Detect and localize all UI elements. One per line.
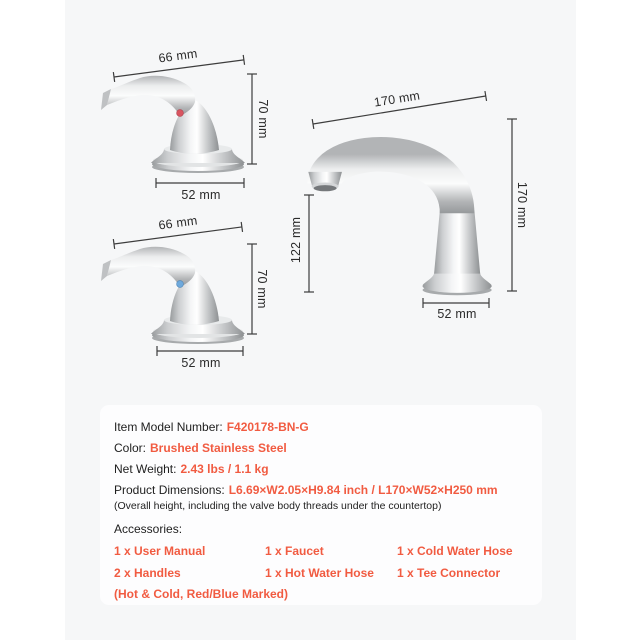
accessories-column-3 <box>397 541 513 584</box>
spout-height-label: 170 mm <box>515 181 529 229</box>
accessories-note: (Hot & Cold, Red/Blue Marked) <box>114 587 289 601</box>
cold-handle-graphic <box>101 247 245 344</box>
model-number-label: Item Model Number: <box>114 420 223 434</box>
net-weight-label: Net Weight: <box>114 462 177 476</box>
model-number-row <box>114 417 528 438</box>
hot-indicator-dot <box>177 110 184 117</box>
spout-top-width-label: 170 mm <box>372 88 422 110</box>
cold-indicator-dot <box>177 281 184 288</box>
accessories-column-1 <box>114 541 265 584</box>
accessory-item: 1 x Hot Water Hose <box>265 565 374 580</box>
hot-handle-height-label: 70 mm <box>256 99 270 139</box>
accessories-heading: Accessories: <box>114 522 183 536</box>
accessories-column-2 <box>265 541 397 584</box>
product-dimensions-row <box>114 480 528 500</box>
net-weight-value: 2.43 lbs / 1.1 kg <box>180 462 269 476</box>
product-dimensions-value: L6.69×W2.05×H9.84 inch / L170×W52×H250 mm <box>228 483 498 497</box>
accessories-grid <box>114 541 528 584</box>
color-label: Color: <box>114 441 147 455</box>
dimensions-note: (Overall height, including the valve body threads under the countertop) <box>114 500 442 512</box>
hot-handle-top-width-label: 66 mm <box>157 46 199 66</box>
color-row <box>114 438 528 459</box>
cold-handle-height-label: 70 mm <box>255 269 269 309</box>
accessory-item: 1 x Faucet <box>265 544 324 558</box>
net-weight-row <box>114 459 528 480</box>
hot-handle-graphic <box>101 76 245 173</box>
model-number-value: F420178-BN-G <box>226 420 309 434</box>
product-info-card <box>100 405 542 605</box>
spout-base-width-label: 52 mm <box>437 307 477 321</box>
cold-handle-base-width-label: 52 mm <box>181 356 221 370</box>
accessory-item: 2 x Handles <box>114 565 181 580</box>
accessory-item: 1 x User Manual <box>114 544 206 558</box>
accessory-item: 1 x Cold Water Hose <box>397 544 513 558</box>
spout-outlet-height-label: 122 mm <box>289 216 303 264</box>
cold-handle-top-width-label: 66 mm <box>157 213 199 233</box>
hot-handle-base-width-label: 52 mm <box>181 188 221 202</box>
color-value: Brushed Stainless Steel <box>150 441 287 455</box>
accessory-item: 1 x Tee Connector <box>397 565 501 580</box>
faucet-spout-graphic <box>308 154 491 295</box>
product-dimensions-label: Product Dimensions: <box>114 483 225 497</box>
